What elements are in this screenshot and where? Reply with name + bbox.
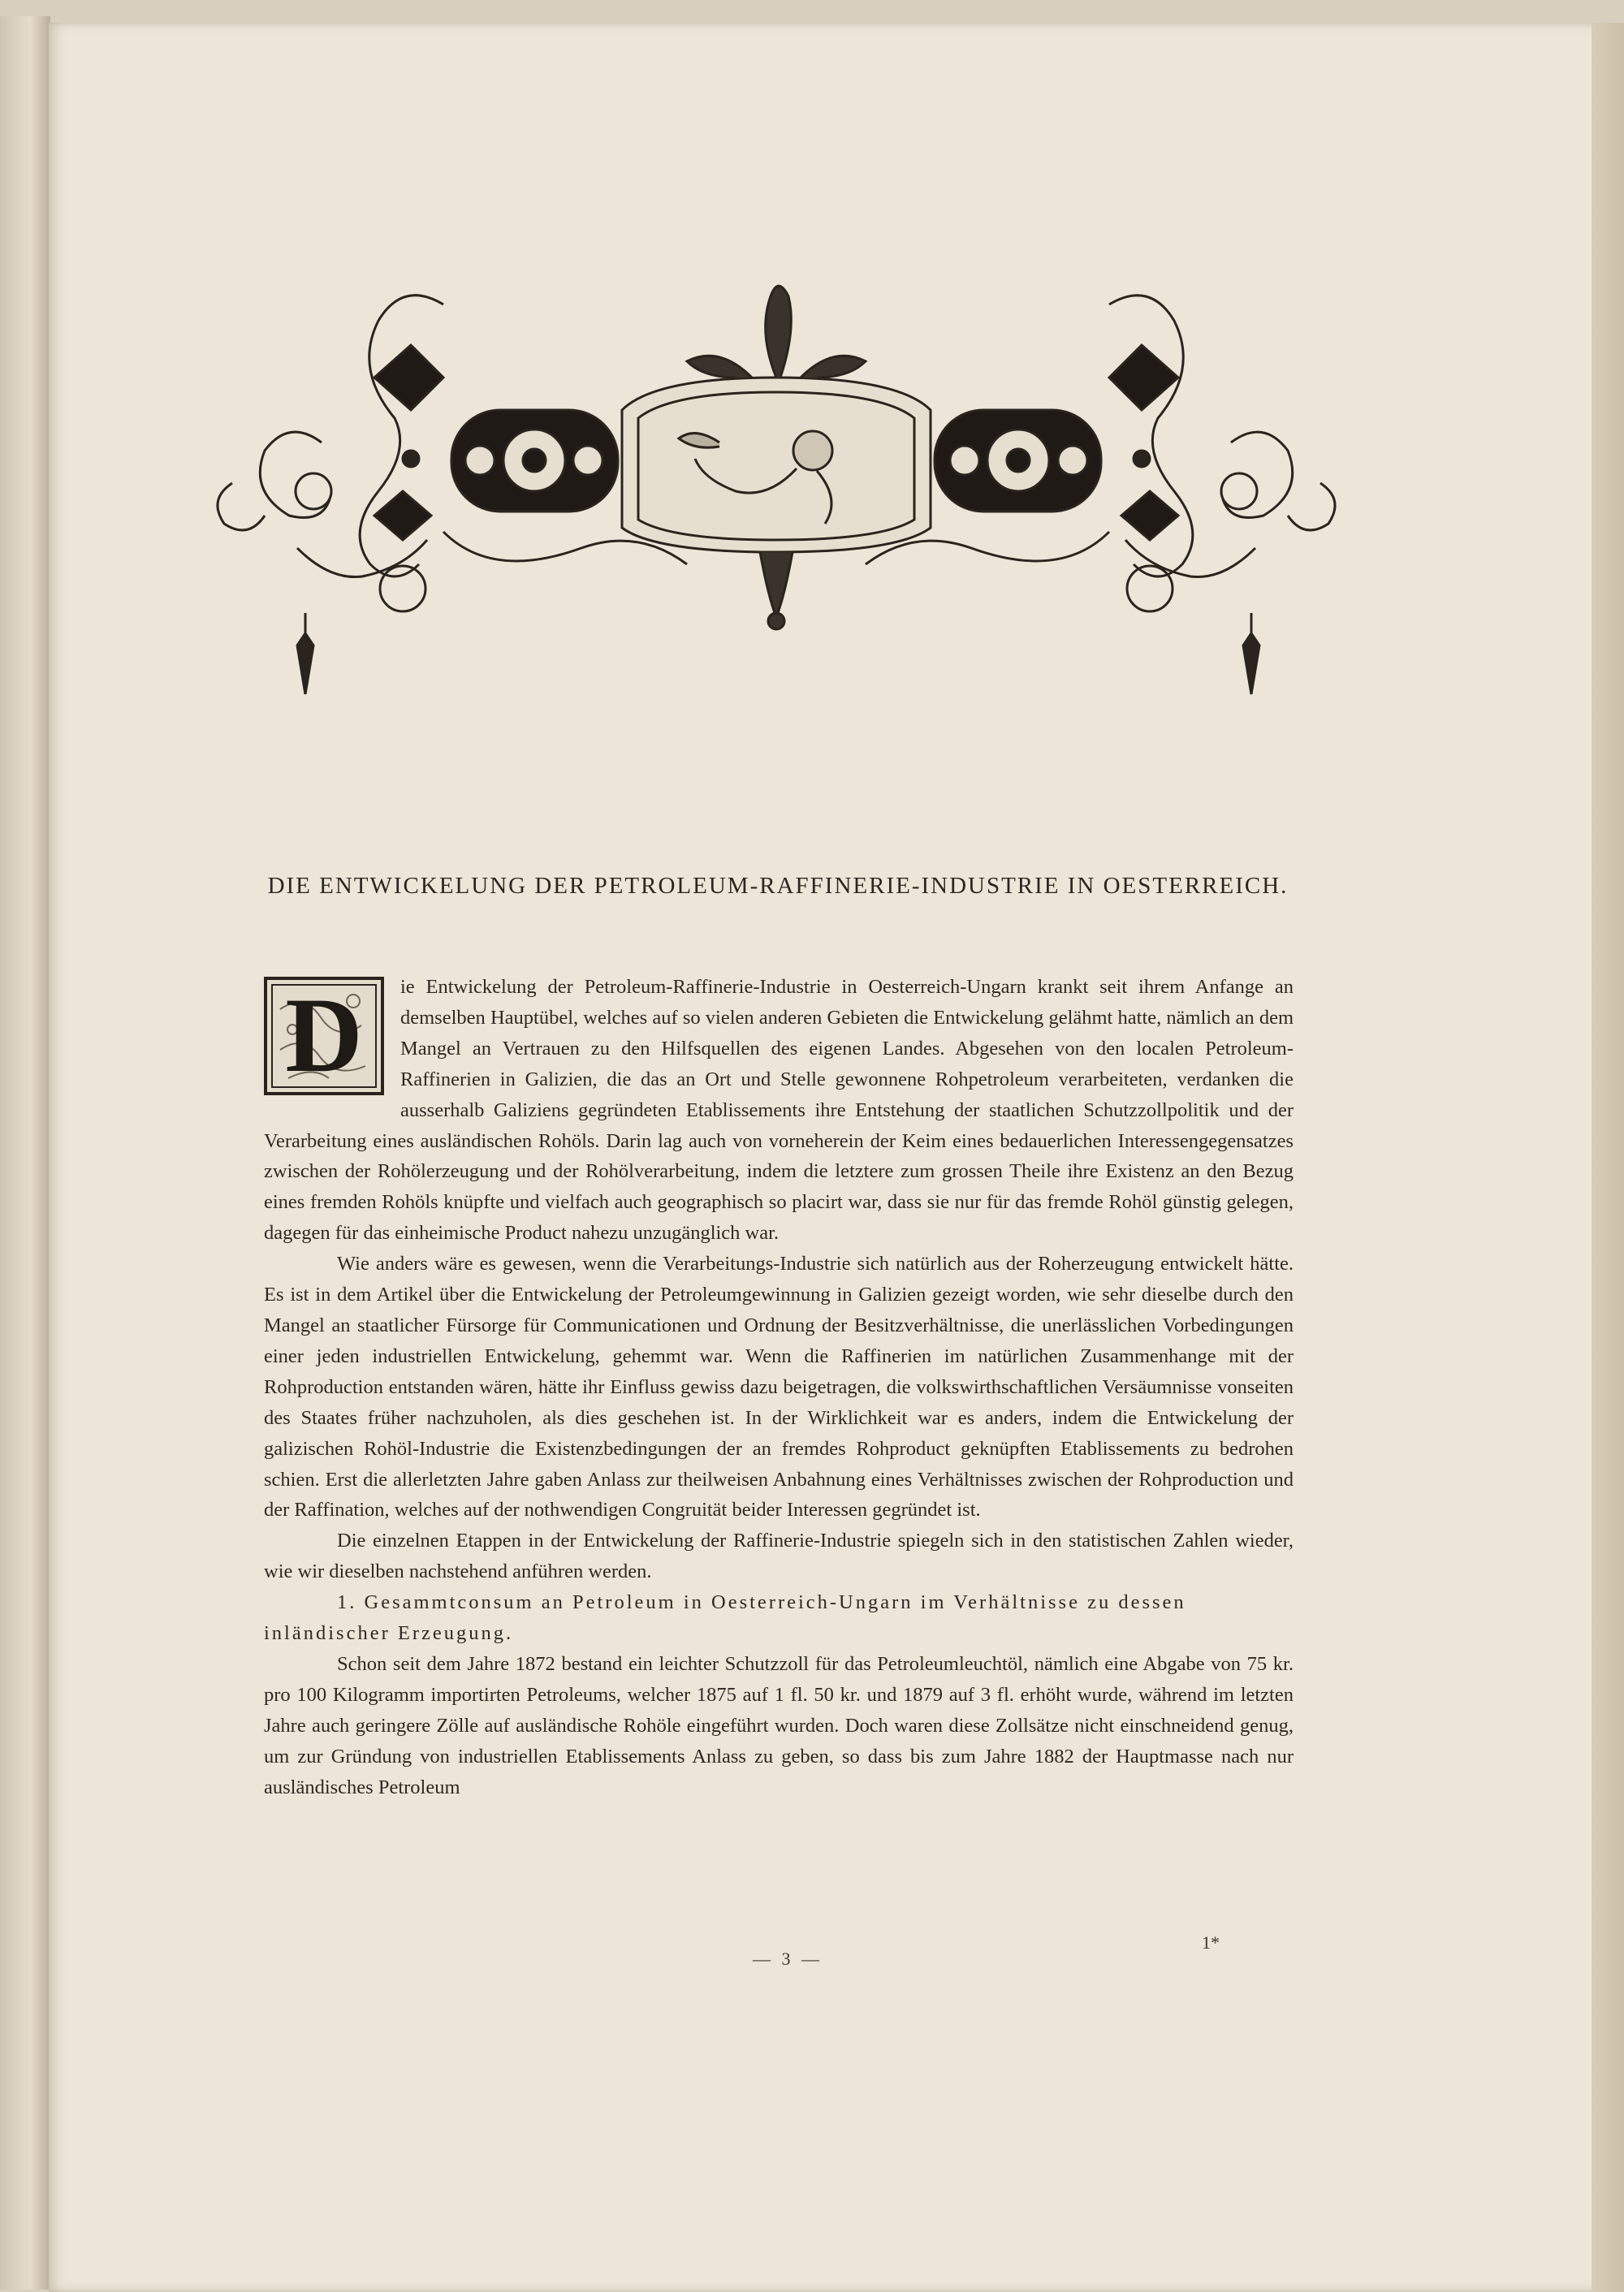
facing-page-edge (0, 16, 50, 2290)
decorated-initial (264, 977, 384, 1095)
initial-letter: D (285, 975, 363, 1094)
paragraph-3: Die einzelnen Etappen in der Entwickelung der Raffinerie-Industrie spiegeln sich in den statistischen Zahlen wieder, wie wir dieselben nachstehend anführen werden. (264, 1530, 1294, 1583)
article-heading: DIE ENTWICKELUNG DER PETROLEUM-RAFFINERIE-INDUSTRIE IN OESTERREICH. (267, 873, 1289, 899)
paragraph-4: Schon seit dem Jahre 1872 bestand ein leichter Schutzzoll für das Petroleumleuchtöl, nämlich eine Abgabe von 75 kr. pro 100 Kilogramm importirten Petroleums, welcher 1875 auf 1 fl. 50 kr. und 1879 auf 3 fl. erhöht wurde, während im letzten Jahre auch geringere Zölle auf ausländische Rohöle eingeführt wurden. Doch waren diese Zollsätze nicht einschneidend genug, um zur Gründung von industriellen Etablissements Anlass zu geben, so dass bis zum Jahre 1882 der Hauptmasse nach nur ausländisches Petroleum (264, 1652, 1294, 1798)
page-number: — 3 — (753, 1949, 823, 1969)
paragraph-1 (264, 972, 1294, 1249)
paragraph-2: Wie anders wäre es gewesen, wenn die Verarbeitungs-Industrie sich natürlich aus der Roherzeugung entwickelt hätte. Es ist in dem Artikel über die Entwickelung der Petroleumgewinnung in Galizien gezeigt worden, wie sehr dieselbe durch den Mangel an staatlicher Fürsorge für Communicationen und Ordnung der Besitzverhältnisse, die unerlässlichen Vorbedingungen einer jeden industriellen Entwickelung, gehemmt war. Wenn die Raffinerien im natürlichen Zusammenhange mit der Rohproduction entstanden wären, hätte ihr Einfluss gewiss dazu beigetragen, die volkswirthschaftlichen Versäumnisse vonseiten des Staates früher nachzuholen, als dies geschehen ist. In der Wirklichkeit war es anders, indem die Entwickelung der galizischen Rohöl-Industrie die Existenzbedingungen der an fremdes Rohproduct geknüpften Etablissements zu bedrohen schien. Erst die allerletzten Jahre gaben Anlass zur theilweisen Anbahnung eines Verhältnisses zwischen der Rohproduction und der Raffination, welches auf der nothwendigen Congruität beider Interessen gegründet ist. (264, 1253, 1294, 1522)
section-heading-1: 1. Gesammtconsum an Petroleum in Oesterreich-Ungarn im Verhältnisse zu dessen inländischer Erzeugung. (264, 1591, 1186, 1645)
article-body (264, 972, 1294, 1802)
page-fore-edge (1592, 23, 1624, 2292)
paragraph-1-text: ie Entwickelung der Petroleum-Raffinerie-Industrie in Oesterreich-Ungarn krankt seit ihrem Anfange an demselben Hauptübel, welches auf so vielen anderen Gebieten die Entwickelung gelähmt hatte, nämlich an dem Mangel an Vertrauen zu den Hilfsquellen des eigenen Landes. Abgesehen von den localen Petroleum-Raffinerien in Galizien, die das an Ort und Stelle gewonnene Rohpetroleum verarbeiteten, verdanken die ausserhalb Galiziens gegründeten Etablissements ihre Entstehung der staatlichen Schutzzollpolitik und der Verarbeitung eines ausländischen Rohöls. Darin lag auch von vorneherein der Keim eines bedauerlichen Interessengegensatzes zwischen der Rohölerzeugung und der Rohölverarbeitung, indem die letztere zum grossen Theile ihre Existenz an den Bezug eines fremden Rohöls knüpfte und vielfach auch geographisch so placirt war, dass sie nur für das fremde Rohöl günstig gelegen, dagegen für das einheimische Product nahezu unzugänglich war. (264, 976, 1294, 1245)
signature-mark: 1* (1202, 1932, 1220, 1953)
headpiece-ornament (200, 256, 1353, 698)
